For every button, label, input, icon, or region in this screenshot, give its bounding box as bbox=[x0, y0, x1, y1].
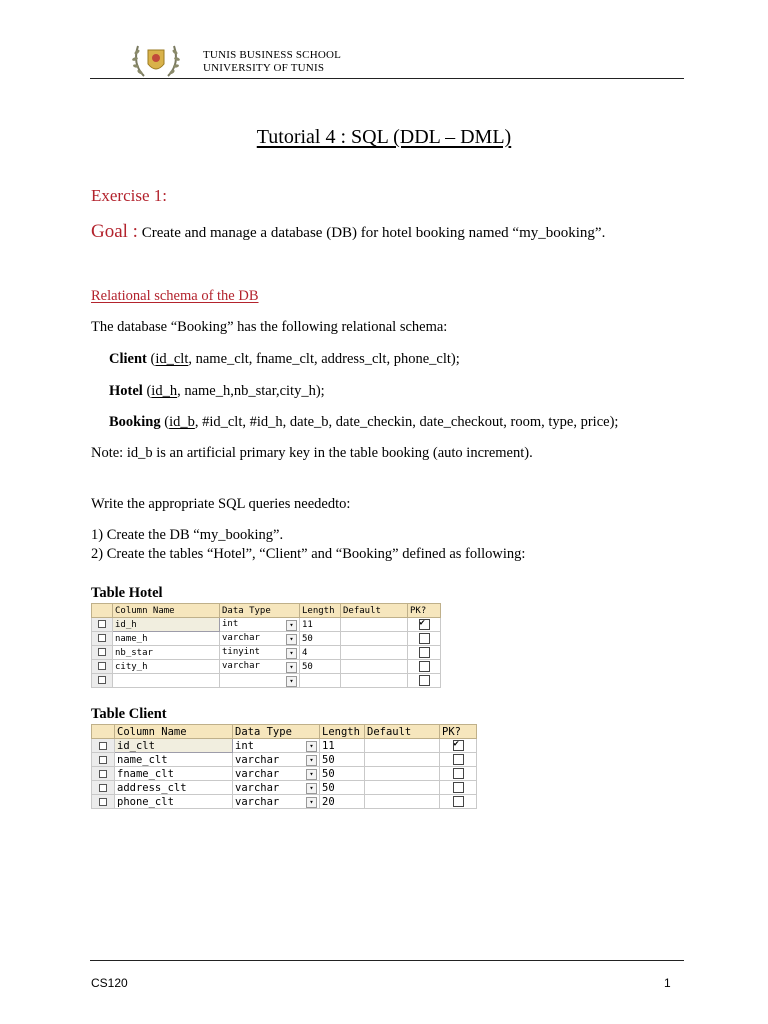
cell-data-type[interactable]: varchar ▾ bbox=[233, 753, 320, 767]
header-divider bbox=[90, 78, 684, 79]
column-header: Length bbox=[300, 604, 341, 618]
table-row bbox=[92, 674, 441, 688]
cell-column-name[interactable]: name_h bbox=[113, 632, 220, 646]
cell-data-type[interactable] bbox=[220, 674, 300, 688]
table-client-caption: Table Client bbox=[91, 706, 167, 722]
column-header: PK? bbox=[408, 604, 441, 618]
cell-data-type[interactable]: varchar ▾ bbox=[233, 767, 320, 781]
instruction-line: Write the appropriate SQL queries neededto: bbox=[91, 496, 351, 512]
cell-length[interactable] bbox=[300, 674, 341, 688]
row-select-checkbox[interactable] bbox=[99, 784, 107, 792]
relational-schema-heading: Relational schema of the DB bbox=[91, 288, 259, 304]
page-title: Tutorial 4 : SQL (DDL – DML) bbox=[256, 126, 512, 148]
course-code: CS120 bbox=[91, 976, 128, 990]
cell-data-type[interactable]: varchar ▾ bbox=[233, 795, 320, 809]
table-row bbox=[92, 632, 441, 646]
cell-default[interactable] bbox=[365, 767, 440, 781]
dropdown-icon[interactable]: ▾ bbox=[286, 634, 297, 645]
pk-checkbox[interactable] bbox=[419, 675, 430, 686]
table-row bbox=[92, 795, 477, 809]
dropdown-icon[interactable]: ▾ bbox=[306, 797, 317, 808]
table-hotel-grid bbox=[91, 603, 441, 688]
column-header: Data Type bbox=[233, 725, 320, 739]
dropdown-icon[interactable]: ▾ bbox=[286, 620, 297, 631]
cell-default[interactable] bbox=[341, 632, 408, 646]
schema-hotel: Hotel (id_h, name_h,nb_star,city_h); bbox=[109, 383, 325, 399]
row-select-checkbox[interactable] bbox=[98, 648, 106, 656]
row-select-checkbox[interactable] bbox=[99, 798, 107, 806]
cell-length[interactable]: 50 bbox=[300, 632, 341, 646]
pk-checkbox[interactable] bbox=[453, 782, 464, 793]
column-header: Data Type bbox=[220, 604, 300, 618]
cell-length[interactable]: 50 bbox=[320, 767, 365, 781]
cell-column-name[interactable]: name_clt bbox=[115, 753, 233, 767]
cell-length[interactable]: 4 bbox=[300, 646, 341, 660]
table-row bbox=[92, 753, 477, 767]
table-row bbox=[92, 646, 441, 660]
goal-line bbox=[91, 221, 605, 243]
cell-data-type[interactable]: int ▾ bbox=[233, 739, 320, 753]
cell-data-type[interactable]: tinyint ▾ bbox=[220, 646, 300, 660]
schema-booking: Booking (id_b, #id_clt, #id_h, date_b, date_checkin, date_checkout, room, type, price); bbox=[109, 414, 619, 430]
pk-checkbox[interactable] bbox=[453, 768, 464, 779]
cell-default[interactable] bbox=[341, 674, 408, 688]
cell-column-name[interactable]: id_clt bbox=[115, 739, 233, 753]
row-select-checkbox[interactable] bbox=[99, 742, 107, 750]
row-select-checkbox[interactable] bbox=[98, 676, 106, 684]
exercise-heading: Exercise 1: bbox=[91, 186, 167, 205]
cell-length[interactable]: 11 bbox=[320, 739, 365, 753]
schema-intro: The database “Booking” has the following relational schema: bbox=[91, 319, 448, 335]
dropdown-icon[interactable]: ▾ bbox=[306, 755, 317, 766]
school-logo bbox=[130, 40, 182, 82]
column-header: PK? bbox=[440, 725, 477, 739]
schema-client: Client (id_clt, name_clt, fname_clt, address_clt, phone_clt); bbox=[109, 351, 460, 367]
dropdown-icon[interactable]: ▾ bbox=[286, 648, 297, 659]
cell-default[interactable] bbox=[365, 781, 440, 795]
cell-length[interactable]: 20 bbox=[320, 795, 365, 809]
note-text: Note: id_b is an artificial primary key in the table booking (auto increment). bbox=[91, 445, 533, 461]
dropdown-icon[interactable]: ▾ bbox=[306, 741, 317, 752]
dropdown-icon[interactable]: ▾ bbox=[306, 783, 317, 794]
page-number: 1 bbox=[664, 976, 671, 990]
cell-data-type[interactable]: varchar ▾ bbox=[220, 632, 300, 646]
row-select-checkbox[interactable] bbox=[98, 634, 106, 642]
cell-default[interactable] bbox=[365, 795, 440, 809]
cell-length[interactable]: 50 bbox=[300, 660, 341, 674]
pk-checkbox[interactable] bbox=[453, 754, 464, 765]
table-row bbox=[92, 781, 477, 795]
table-row bbox=[92, 767, 477, 781]
pk-checkbox[interactable] bbox=[453, 796, 464, 807]
row-select-checkbox[interactable] bbox=[98, 620, 106, 628]
step-1: 1) Create the DB “my_booking”. bbox=[91, 527, 284, 543]
cell-column-name[interactable] bbox=[113, 674, 220, 688]
table-row bbox=[92, 618, 441, 632]
cell-column-name[interactable]: id_h bbox=[113, 618, 220, 632]
dropdown-icon[interactable]: ▾ bbox=[306, 769, 317, 780]
pk-checkbox[interactable] bbox=[453, 740, 464, 751]
pk-checkbox[interactable] bbox=[419, 633, 430, 644]
table-header-row bbox=[92, 604, 441, 618]
cell-column-name[interactable]: address_clt bbox=[115, 781, 233, 795]
cell-default[interactable] bbox=[341, 618, 408, 632]
footer-divider bbox=[90, 960, 684, 961]
column-header: Default bbox=[341, 604, 408, 618]
cell-column-name[interactable]: city_h bbox=[113, 660, 220, 674]
table-header-row bbox=[92, 725, 477, 739]
table-row bbox=[92, 739, 477, 753]
pk-checkbox[interactable] bbox=[419, 619, 430, 630]
cell-data-type[interactable]: int ▾ bbox=[220, 618, 300, 632]
row-select-checkbox[interactable] bbox=[99, 770, 107, 778]
table-hotel-caption: Table Hotel bbox=[91, 585, 163, 601]
cell-default[interactable] bbox=[341, 646, 408, 660]
cell-data-type[interactable]: varchar ▾ bbox=[220, 660, 300, 674]
school-line-1: TUNIS BUSINESS SCHOOL bbox=[203, 49, 342, 61]
row-select-checkbox[interactable] bbox=[99, 756, 107, 764]
column-header: Column Name bbox=[113, 604, 220, 618]
step-2: 2) Create the tables “Hotel”, “Client” and “Booking” defined as following: bbox=[91, 546, 526, 562]
pk-checkbox[interactable] bbox=[419, 647, 430, 658]
pk-checkbox[interactable] bbox=[419, 661, 430, 672]
cell-length[interactable]: 11 bbox=[300, 618, 341, 632]
goal-label: Goal : bbox=[91, 221, 138, 242]
cell-data-type[interactable]: varchar ▾ bbox=[233, 781, 320, 795]
school-line-2: UNIVERSITY OF TUNIS bbox=[203, 62, 325, 74]
cell-column-name[interactable]: phone_clt bbox=[115, 795, 233, 809]
cell-column-name[interactable]: fname_clt bbox=[115, 767, 233, 781]
row-select-checkbox[interactable] bbox=[98, 662, 106, 670]
cell-default[interactable] bbox=[341, 660, 408, 674]
cell-length[interactable]: 50 bbox=[320, 781, 365, 795]
school-name bbox=[203, 49, 341, 75]
table-row bbox=[92, 660, 441, 674]
dropdown-icon[interactable]: ▾ bbox=[286, 676, 297, 687]
dropdown-icon[interactable]: ▾ bbox=[286, 662, 297, 673]
table-client-grid bbox=[91, 724, 477, 809]
cell-default[interactable] bbox=[365, 753, 440, 767]
goal-text: Create and manage a database (DB) for hotel booking named “my_booking”. bbox=[141, 225, 606, 241]
cell-column-name[interactable]: nb_star bbox=[113, 646, 220, 660]
cell-length[interactable]: 50 bbox=[320, 753, 365, 767]
column-header: Column Name bbox=[115, 725, 233, 739]
column-header: Default bbox=[365, 725, 440, 739]
cell-default[interactable] bbox=[365, 739, 440, 753]
column-header: Length bbox=[320, 725, 365, 739]
